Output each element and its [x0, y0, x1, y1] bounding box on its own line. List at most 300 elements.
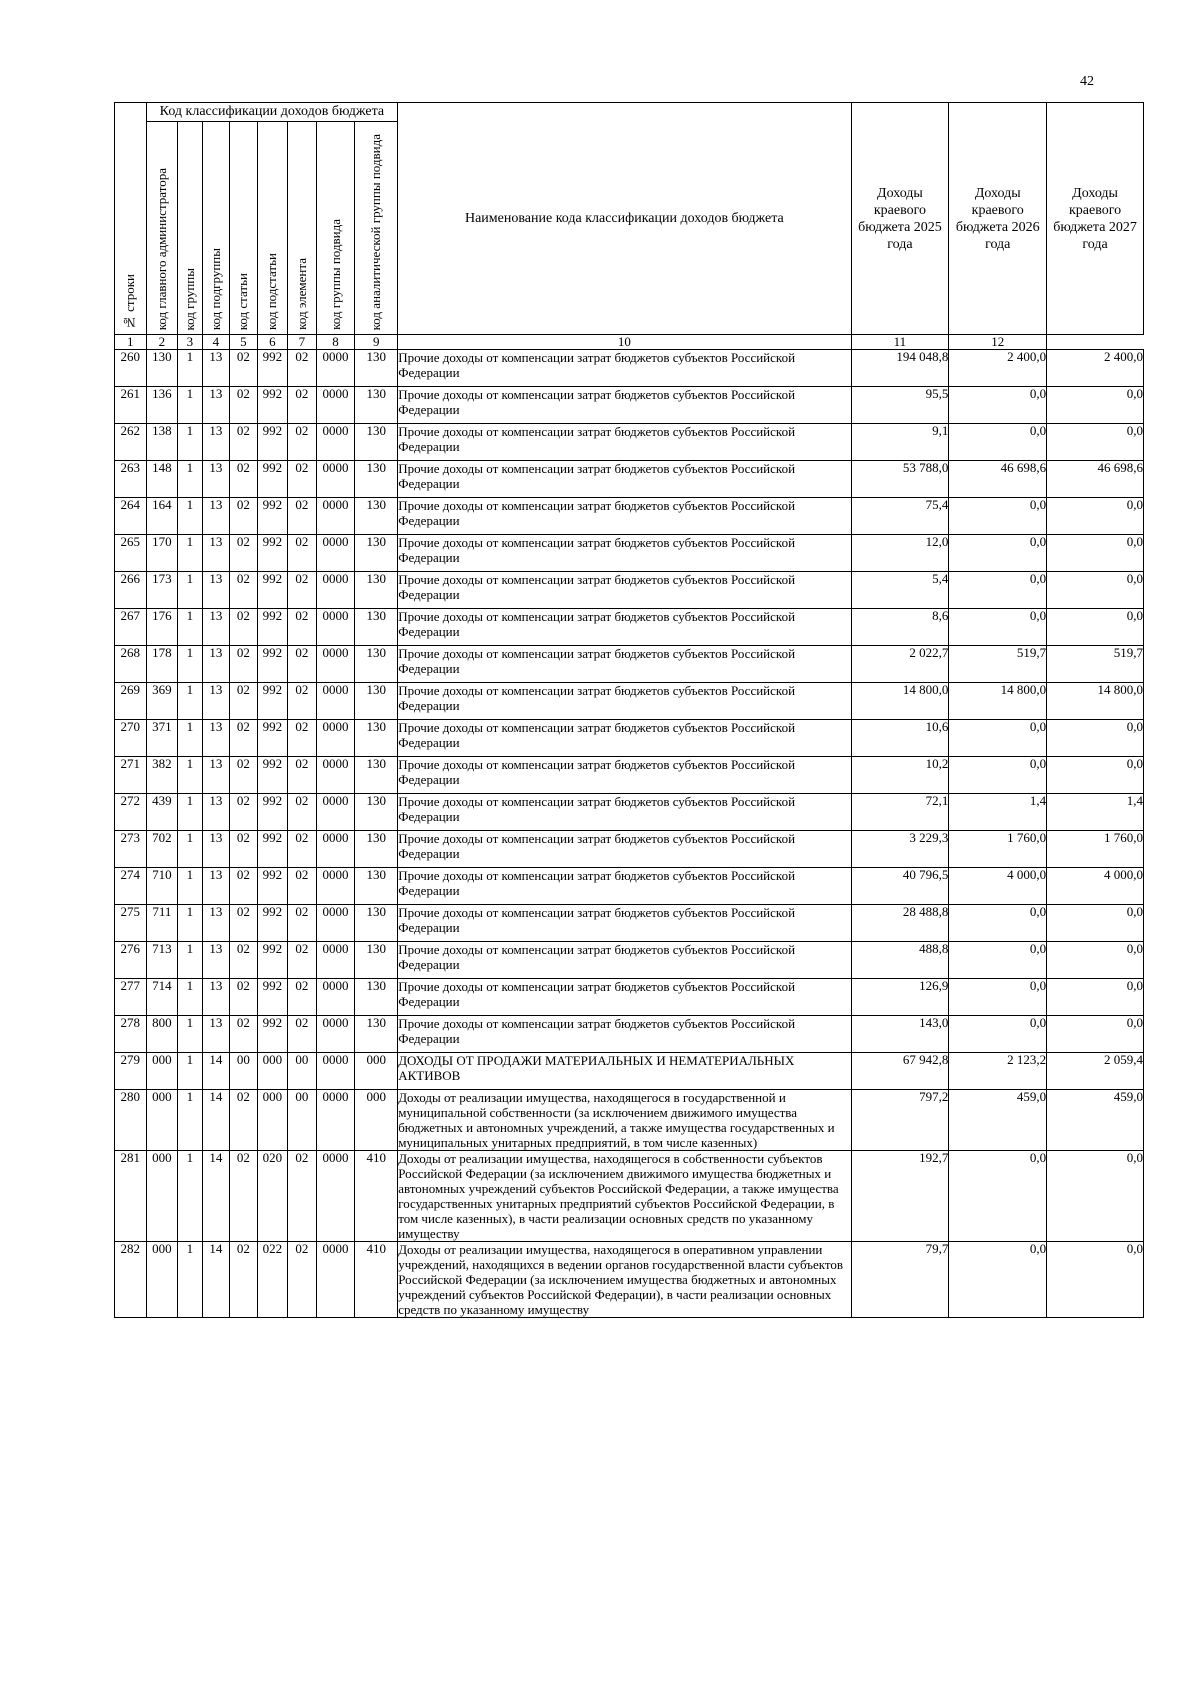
revenue-2026-cell: 1,4	[949, 794, 1047, 831]
table-row	[115, 757, 1144, 794]
revenue-2025-cell: 40 796,5	[851, 868, 949, 905]
table-row	[115, 720, 1144, 757]
revenue-name-cell: Прочие доходы от компенсации затрат бюджетов субъектов Российской Федерации	[398, 831, 851, 868]
column-number: 1	[115, 335, 147, 350]
revenue-name-cell: Прочие доходы от компенсации затрат бюджетов субъектов Российской Федерации	[398, 646, 851, 683]
revenue-2027-cell: 0,0	[1047, 720, 1144, 757]
code-analytic-group-cell: 410	[355, 1242, 398, 1318]
code-administrator-cell: 130	[146, 350, 178, 387]
code-element-cell: 02	[288, 461, 317, 498]
row-number-cell: 263	[115, 461, 147, 498]
code-article-cell: 02	[230, 942, 258, 979]
revenue-name-cell: Прочие доходы от компенсации затрат бюджетов субъектов Российской Федерации	[398, 757, 851, 794]
revenue-2025-cell: 10,6	[851, 720, 949, 757]
code-subtype-group-cell: 0000	[316, 720, 355, 757]
revenue-2025-cell: 10,2	[851, 757, 949, 794]
row-number-cell: 272	[115, 794, 147, 831]
code-subarticle-cell: 992	[257, 535, 288, 572]
code-subarticle-cell: 022	[257, 1242, 288, 1318]
code-subarticle-cell: 992	[257, 831, 288, 868]
revenue-name-cell: Прочие доходы от компенсации затрат бюджетов субъектов Российской Федерации	[398, 350, 851, 387]
code-administrator-cell: 714	[146, 979, 178, 1016]
code-administrator-cell: 000	[146, 1242, 178, 1318]
code-subtype-group-cell: 0000	[316, 350, 355, 387]
code-analytic-group-cell: 410	[355, 1151, 398, 1242]
code-article-cell: 02	[230, 498, 258, 535]
table-row	[115, 868, 1144, 905]
revenue-name-cell: Прочие доходы от компенсации затрат бюджетов субъектов Российской Федерации	[398, 979, 851, 1016]
code-analytic-group-cell: 130	[355, 1016, 398, 1053]
revenue-name-cell: Доходы от реализации имущества, находящегося в оперативном управлении учреждений, находящихся в ведении органов государственной власти субъектов Российской Федерации (за исключением имущества бюджетных и автономных учреждений субъектов Российской Федерации), в части реализации основных средств по указанному имуществу	[398, 1242, 851, 1318]
code-subtype-group-cell: 0000	[316, 831, 355, 868]
header-code-administrator-label: код главного администратора	[153, 167, 169, 330]
revenue-2025-cell: 67 942,8	[851, 1053, 949, 1090]
code-element-cell: 02	[288, 831, 317, 868]
column-numbers-row	[115, 335, 1144, 350]
code-subtype-group-cell: 0000	[316, 683, 355, 720]
revenue-2027-cell: 519,7	[1047, 646, 1144, 683]
code-subtype-group-cell: 0000	[316, 979, 355, 1016]
code-element-cell: 02	[288, 905, 317, 942]
code-administrator-cell: 382	[146, 757, 178, 794]
code-article-cell: 00	[230, 1053, 258, 1090]
code-article-cell: 02	[230, 424, 258, 461]
code-analytic-group-cell: 130	[355, 535, 398, 572]
code-article-cell: 02	[230, 1016, 258, 1053]
code-subgroup-cell: 13	[202, 646, 230, 683]
code-subarticle-cell: 992	[257, 942, 288, 979]
revenue-2025-cell: 192,7	[851, 1151, 949, 1242]
revenue-2026-cell: 14 800,0	[949, 683, 1047, 720]
code-subgroup-cell: 13	[202, 794, 230, 831]
code-subtype-group-cell: 0000	[316, 1090, 355, 1151]
code-subtype-group-cell: 0000	[316, 1053, 355, 1090]
code-article-cell: 02	[230, 794, 258, 831]
header-code-analytic-group	[355, 122, 398, 335]
code-element-cell: 02	[288, 609, 317, 646]
code-article-cell: 02	[230, 905, 258, 942]
code-subgroup-cell: 13	[202, 942, 230, 979]
revenue-2026-cell: 1 760,0	[949, 831, 1047, 868]
code-analytic-group-cell: 130	[355, 572, 398, 609]
code-element-cell: 02	[288, 683, 317, 720]
header-code-group-label: код группы	[181, 267, 197, 330]
code-analytic-group-cell: 130	[355, 498, 398, 535]
code-group-cell: 1	[178, 461, 202, 498]
column-number: 12	[949, 335, 1047, 350]
code-group-cell: 1	[178, 387, 202, 424]
code-subtype-group-cell: 0000	[316, 609, 355, 646]
code-analytic-group-cell: 130	[355, 683, 398, 720]
revenue-2025-cell: 95,5	[851, 387, 949, 424]
table-row	[115, 350, 1144, 387]
revenue-name-cell: Доходы от реализации имущества, находящегося в государственной и муниципальной собственности (за исключением движимого имущества бюджетных и автономных учреждений, а также имущества государственных и муниципальных унитарных предприятий, в том числе казенных)	[398, 1090, 851, 1151]
revenue-2027-cell: 0,0	[1047, 1016, 1144, 1053]
code-administrator-cell: 000	[146, 1151, 178, 1242]
code-subtype-group-cell: 0000	[316, 387, 355, 424]
table-row	[115, 646, 1144, 683]
code-article-cell: 02	[230, 979, 258, 1016]
row-number-cell: 276	[115, 942, 147, 979]
code-group-cell: 1	[178, 424, 202, 461]
column-number: 4	[202, 335, 230, 350]
code-element-cell: 02	[288, 720, 317, 757]
revenue-2025-cell: 75,4	[851, 498, 949, 535]
code-subgroup-cell: 13	[202, 387, 230, 424]
code-subtype-group-cell: 0000	[316, 868, 355, 905]
row-number-cell: 273	[115, 831, 147, 868]
code-subtype-group-cell: 0000	[316, 535, 355, 572]
code-subarticle-cell: 992	[257, 683, 288, 720]
code-article-cell: 02	[230, 461, 258, 498]
revenue-2025-cell: 194 048,8	[851, 350, 949, 387]
revenue-2026-cell: 0,0	[949, 979, 1047, 1016]
header-name: Наименование кода классификации доходов бюджета	[398, 103, 851, 335]
table-row	[115, 609, 1144, 646]
page-number: 42	[1080, 74, 1094, 89]
revenue-2025-cell: 2 022,7	[851, 646, 949, 683]
revenue-2025-cell: 5,4	[851, 572, 949, 609]
code-administrator-cell: 702	[146, 831, 178, 868]
code-element-cell: 02	[288, 498, 317, 535]
revenue-2027-cell: 0,0	[1047, 942, 1144, 979]
header-code-subgroup	[202, 122, 230, 335]
revenue-2026-cell: 0,0	[949, 498, 1047, 535]
header-code-article-label: код статьи	[235, 272, 251, 330]
code-article-cell: 02	[230, 1242, 258, 1318]
table-row	[115, 1151, 1144, 1242]
revenue-name-cell: Прочие доходы от компенсации затрат бюджетов субъектов Российской Федерации	[398, 942, 851, 979]
revenue-name-cell: Прочие доходы от компенсации затрат бюджетов субъектов Российской Федерации	[398, 1016, 851, 1053]
revenue-2025-cell: 797,2	[851, 1090, 949, 1151]
column-number: 3	[178, 335, 202, 350]
column-number: 7	[288, 335, 317, 350]
code-subgroup-cell: 13	[202, 757, 230, 794]
table-row	[115, 1053, 1144, 1090]
code-analytic-group-cell: 130	[355, 424, 398, 461]
code-administrator-cell: 176	[146, 609, 178, 646]
code-subgroup-cell: 13	[202, 1016, 230, 1053]
header-code-subgroup-label: код подгруппы	[207, 247, 223, 330]
header-code-element-label: код элемента	[293, 258, 309, 330]
code-subarticle-cell: 000	[257, 1090, 288, 1151]
table-row	[115, 1090, 1144, 1151]
code-subgroup-cell: 13	[202, 683, 230, 720]
code-analytic-group-cell: 130	[355, 757, 398, 794]
code-administrator-cell: 800	[146, 1016, 178, 1053]
code-subarticle-cell: 992	[257, 646, 288, 683]
header-code-article	[230, 122, 258, 335]
revenue-2027-cell: 2 059,4	[1047, 1053, 1144, 1090]
revenue-2025-cell: 53 788,0	[851, 461, 949, 498]
column-number: 2	[146, 335, 178, 350]
header-revenue-2026: Доходы краевого бюджета 2026 года	[949, 103, 1047, 335]
row-number-cell: 280	[115, 1090, 147, 1151]
revenue-2025-cell: 9,1	[851, 424, 949, 461]
column-number: 10	[398, 335, 851, 350]
code-subarticle-cell: 992	[257, 498, 288, 535]
code-administrator-cell: 170	[146, 535, 178, 572]
code-article-cell: 02	[230, 1090, 258, 1151]
revenue-2027-cell: 0,0	[1047, 498, 1144, 535]
table-row	[115, 387, 1144, 424]
row-number-cell: 262	[115, 424, 147, 461]
revenue-2027-cell: 0,0	[1047, 572, 1144, 609]
code-article-cell: 02	[230, 387, 258, 424]
revenue-2026-cell: 0,0	[949, 942, 1047, 979]
code-analytic-group-cell: 130	[355, 942, 398, 979]
code-group-cell: 1	[178, 794, 202, 831]
code-group-cell: 1	[178, 1090, 202, 1151]
code-article-cell: 02	[230, 720, 258, 757]
code-administrator-cell: 164	[146, 498, 178, 535]
revenue-2026-cell: 0,0	[949, 572, 1047, 609]
revenue-2026-cell: 0,0	[949, 905, 1047, 942]
code-analytic-group-cell: 130	[355, 646, 398, 683]
code-subtype-group-cell: 0000	[316, 461, 355, 498]
code-subtype-group-cell: 0000	[316, 942, 355, 979]
code-administrator-cell: 136	[146, 387, 178, 424]
code-group-cell: 1	[178, 1053, 202, 1090]
code-group-cell: 1	[178, 646, 202, 683]
code-analytic-group-cell: 130	[355, 461, 398, 498]
code-element-cell: 02	[288, 942, 317, 979]
revenue-2026-cell: 0,0	[949, 387, 1047, 424]
code-element-cell: 00	[288, 1053, 317, 1090]
revenue-2026-cell: 0,0	[949, 535, 1047, 572]
code-subarticle-cell: 992	[257, 424, 288, 461]
code-group-cell: 1	[178, 831, 202, 868]
code-group-cell: 1	[178, 1242, 202, 1318]
table-body	[115, 350, 1144, 1318]
revenue-2025-cell: 8,6	[851, 609, 949, 646]
code-administrator-cell: 178	[146, 646, 178, 683]
revenue-2027-cell: 14 800,0	[1047, 683, 1144, 720]
row-number-cell: 279	[115, 1053, 147, 1090]
code-group-cell: 1	[178, 350, 202, 387]
column-number: 6	[257, 335, 288, 350]
code-subtype-group-cell: 0000	[316, 794, 355, 831]
revenue-2026-cell: 2 123,2	[949, 1053, 1047, 1090]
code-element-cell: 02	[288, 350, 317, 387]
code-element-cell: 02	[288, 868, 317, 905]
revenue-name-cell: Прочие доходы от компенсации затрат бюджетов субъектов Российской Федерации	[398, 572, 851, 609]
revenue-name-cell: Прочие доходы от компенсации затрат бюджетов субъектов Российской Федерации	[398, 683, 851, 720]
revenue-2027-cell: 0,0	[1047, 1151, 1144, 1242]
row-number-cell: 268	[115, 646, 147, 683]
code-group-cell: 1	[178, 535, 202, 572]
table-row	[115, 572, 1144, 609]
code-element-cell: 02	[288, 1242, 317, 1318]
code-subtype-group-cell: 0000	[316, 757, 355, 794]
code-group-cell: 1	[178, 498, 202, 535]
code-analytic-group-cell: 130	[355, 794, 398, 831]
revenue-name-cell: Прочие доходы от компенсации затрат бюджетов субъектов Российской Федерации	[398, 720, 851, 757]
code-subtype-group-cell: 0000	[316, 905, 355, 942]
budget-revenue-table	[114, 102, 1144, 1318]
revenue-2026-cell: 0,0	[949, 424, 1047, 461]
header-row-number-label: № строки	[122, 273, 138, 330]
code-element-cell: 02	[288, 757, 317, 794]
code-element-cell: 00	[288, 1090, 317, 1151]
code-subtype-group-cell: 0000	[316, 572, 355, 609]
revenue-2027-cell: 46 698,6	[1047, 461, 1144, 498]
code-subarticle-cell: 992	[257, 794, 288, 831]
code-administrator-cell: 710	[146, 868, 178, 905]
table-row	[115, 683, 1144, 720]
revenue-name-cell: Прочие доходы от компенсации затрат бюджетов субъектов Российской Федерации	[398, 609, 851, 646]
revenue-2027-cell: 2 400,0	[1047, 350, 1144, 387]
code-article-cell: 02	[230, 535, 258, 572]
row-number-cell: 275	[115, 905, 147, 942]
header-row-number	[115, 103, 147, 335]
revenue-name-cell: Прочие доходы от компенсации затрат бюджетов субъектов Российской Федерации	[398, 498, 851, 535]
code-administrator-cell: 148	[146, 461, 178, 498]
code-article-cell: 02	[230, 609, 258, 646]
code-subgroup-cell: 13	[202, 498, 230, 535]
code-subarticle-cell: 992	[257, 609, 288, 646]
revenue-2027-cell: 0,0	[1047, 535, 1144, 572]
revenue-2026-cell: 0,0	[949, 1016, 1047, 1053]
code-analytic-group-cell: 130	[355, 720, 398, 757]
table-row	[115, 498, 1144, 535]
code-administrator-cell: 371	[146, 720, 178, 757]
code-subarticle-cell: 992	[257, 905, 288, 942]
code-subgroup-cell: 13	[202, 424, 230, 461]
row-number-cell: 269	[115, 683, 147, 720]
code-group-cell: 1	[178, 572, 202, 609]
revenue-name-cell: Доходы от реализации имущества, находящегося в собственности субъектов Российской Федерации (за исключением движимого имущества бюджетных и автономных учреждений субъектов Российской Федерации, а также имущества государственных унитарных предприятий субъектов Российской Федерации, в том числе казенных), в части реализации основных средств по указанному имуществу	[398, 1151, 851, 1242]
code-administrator-cell: 369	[146, 683, 178, 720]
code-subgroup-cell: 13	[202, 572, 230, 609]
code-subarticle-cell: 992	[257, 461, 288, 498]
row-number-cell: 261	[115, 387, 147, 424]
revenue-name-cell: Прочие доходы от компенсации затрат бюджетов субъектов Российской Федерации	[398, 387, 851, 424]
code-subarticle-cell: 992	[257, 757, 288, 794]
code-subarticle-cell: 992	[257, 572, 288, 609]
revenue-2026-cell: 0,0	[949, 757, 1047, 794]
column-number: 11	[851, 335, 949, 350]
revenue-2027-cell: 1,4	[1047, 794, 1144, 831]
code-group-cell: 1	[178, 905, 202, 942]
revenue-2027-cell: 0,0	[1047, 1242, 1144, 1318]
code-administrator-cell: 711	[146, 905, 178, 942]
revenue-2025-cell: 14 800,0	[851, 683, 949, 720]
code-article-cell: 02	[230, 757, 258, 794]
code-analytic-group-cell: 130	[355, 350, 398, 387]
code-analytic-group-cell: 000	[355, 1053, 398, 1090]
code-group-cell: 1	[178, 942, 202, 979]
code-subgroup-cell: 14	[202, 1242, 230, 1318]
revenue-2027-cell: 4 000,0	[1047, 868, 1144, 905]
code-administrator-cell: 713	[146, 942, 178, 979]
table-row	[115, 979, 1144, 1016]
code-subtype-group-cell: 0000	[316, 646, 355, 683]
revenue-2026-cell: 519,7	[949, 646, 1047, 683]
revenue-2025-cell: 79,7	[851, 1242, 949, 1318]
row-number-cell: 274	[115, 868, 147, 905]
revenue-2026-cell: 0,0	[949, 720, 1047, 757]
revenue-2027-cell: 1 760,0	[1047, 831, 1144, 868]
code-group-cell: 1	[178, 720, 202, 757]
revenue-2027-cell: 459,0	[1047, 1090, 1144, 1151]
row-number-cell: 266	[115, 572, 147, 609]
table-row	[115, 794, 1144, 831]
revenue-2026-cell: 2 400,0	[949, 350, 1047, 387]
revenue-2025-cell: 3 229,3	[851, 831, 949, 868]
code-subarticle-cell: 020	[257, 1151, 288, 1242]
table-row	[115, 1016, 1144, 1053]
code-subtype-group-cell: 0000	[316, 1242, 355, 1318]
column-number: 5	[230, 335, 258, 350]
code-analytic-group-cell: 130	[355, 905, 398, 942]
code-analytic-group-cell: 000	[355, 1090, 398, 1151]
revenue-2027-cell: 0,0	[1047, 905, 1144, 942]
revenue-name-cell: Прочие доходы от компенсации затрат бюджетов субъектов Российской Федерации	[398, 868, 851, 905]
code-subarticle-cell: 992	[257, 350, 288, 387]
code-element-cell: 02	[288, 572, 317, 609]
code-administrator-cell: 439	[146, 794, 178, 831]
table-row	[115, 942, 1144, 979]
code-subgroup-cell: 14	[202, 1053, 230, 1090]
code-subtype-group-cell: 0000	[316, 498, 355, 535]
code-administrator-cell: 000	[146, 1090, 178, 1151]
code-group-cell: 1	[178, 757, 202, 794]
code-element-cell: 02	[288, 1016, 317, 1053]
code-article-cell: 02	[230, 831, 258, 868]
code-article-cell: 02	[230, 1151, 258, 1242]
header-revenue-2025: Доходы краевого бюджета 2025 года	[851, 103, 949, 335]
code-article-cell: 02	[230, 683, 258, 720]
code-subtype-group-cell: 0000	[316, 1016, 355, 1053]
code-element-cell: 02	[288, 646, 317, 683]
code-article-cell: 02	[230, 350, 258, 387]
code-group-cell: 1	[178, 609, 202, 646]
row-number-cell: 271	[115, 757, 147, 794]
revenue-name-cell: ДОХОДЫ ОТ ПРОДАЖИ МАТЕРИАЛЬНЫХ И НЕМАТЕРИАЛЬНЫХ АКТИВОВ	[398, 1053, 851, 1090]
revenue-2025-cell: 72,1	[851, 794, 949, 831]
revenue-2026-cell: 0,0	[949, 609, 1047, 646]
table-row	[115, 1242, 1144, 1318]
code-analytic-group-cell: 130	[355, 979, 398, 1016]
code-element-cell: 02	[288, 794, 317, 831]
header-code-subtype-group-label: код группы подвида	[327, 219, 343, 330]
row-number-cell: 277	[115, 979, 147, 1016]
table-header	[115, 103, 1144, 350]
code-subgroup-cell: 13	[202, 535, 230, 572]
code-subgroup-cell: 14	[202, 1151, 230, 1242]
code-group-cell: 1	[178, 979, 202, 1016]
row-number-cell: 260	[115, 350, 147, 387]
revenue-name-cell: Прочие доходы от компенсации затрат бюджетов субъектов Российской Федерации	[398, 461, 851, 498]
row-number-cell: 278	[115, 1016, 147, 1053]
code-administrator-cell: 000	[146, 1053, 178, 1090]
code-subgroup-cell: 13	[202, 350, 230, 387]
revenue-name-cell: Прочие доходы от компенсации затрат бюджетов субъектов Российской Федерации	[398, 905, 851, 942]
code-group-cell: 1	[178, 868, 202, 905]
code-subgroup-cell: 13	[202, 979, 230, 1016]
revenue-2025-cell: 12,0	[851, 535, 949, 572]
revenue-2027-cell: 0,0	[1047, 757, 1144, 794]
column-number: 8	[316, 335, 355, 350]
revenue-2027-cell: 0,0	[1047, 424, 1144, 461]
code-group-cell: 1	[178, 1016, 202, 1053]
code-analytic-group-cell: 130	[355, 868, 398, 905]
table-row	[115, 424, 1144, 461]
code-subarticle-cell: 992	[257, 868, 288, 905]
table-row	[115, 535, 1144, 572]
table-row	[115, 461, 1144, 498]
